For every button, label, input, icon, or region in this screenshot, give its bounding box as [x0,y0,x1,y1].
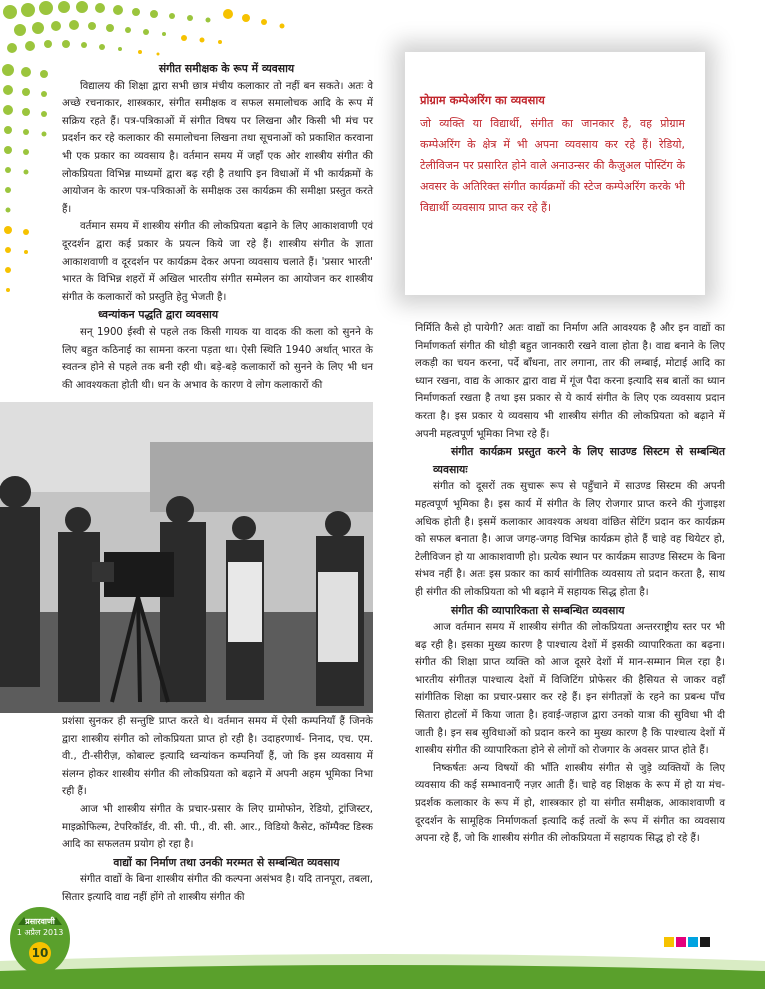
heading-sound-system: संगीत कार्यक्रम प्रस्तुत करने के लिए साउण्ड सिस्टम से सम्बन्धित व्यवसायः [433,445,725,476]
swatch-magenta [676,937,686,947]
decorative-left-dots [0,60,70,320]
sidebar-box-text: जो व्यक्ति या विद्यार्थी, संगीत का जानकार है, वह प्रोग्राम कम्पेअरिंग के क्षेत्र में भी अपना व्यवसाय कर रहे हैं। रेडियो, टेलीविजन पर प्रसारित होने वाले अनाउन्सर की कैज़ुअल पोस्टिंग के अवसर के अतिरिक्त संगीत कार्यक्रमों की स्टेज कम्पेअरिंग करके भी विद्यार्थी व्यवसाय प्राप्त कर रहे हैं। [420,117,685,214]
sidebar-box-compering [405,52,705,295]
paragraph-recording-companies: प्रशंसा सुनकर ही सन्तुष्टि प्राप्त करते थे। वर्तमान समय में ऐसी कम्पनियाँ हैं जिनके द्वारा शास्त्रीय संगीत को लोकप्रियता प्राप्त हो रही है। उदाहरणार्थ- निनाद, एच. एम. वी., टी-सीरीज़, कोबाल्ट इत्यादि ध्वन्यांकन कम्पनियाँ हैं, जो कि इस व्यवसाय में संलग्न होकर शास्त्रीय संगीत की लोकप्रियता को बढ़ाने में अपनी अहम भूमिका निभा रही हैं। [62,716,373,798]
left-column-top [62,60,373,394]
right-column [415,320,725,848]
footer-band [0,951,765,989]
paragraph-akashvani-doordarshan: वर्तमान समय में शास्त्रीय संगीत की लोकप्रियता बढ़ाने के लिए आकाशवाणी एवं दूरदर्शन द्वारा कई प्रकार के प्रयत्न किये जा रहे हैं। शास्त्रीय संगीत के ज्ञाता आकाशवाणी व दूरदर्शन पर कार्यक्रम देकर अपना व्यवसाय चलाते हैं। 'प्रसार भारती' भारत के विभिन्न शहरों में अखिल भारतीय संगीत सम्मेलन का आयोजन कर शास्त्रीय संगीत के कलाकारों को प्रस्तुति हेतु भेजती है। [62,221,373,303]
photo-recording-crew-image [0,402,373,713]
badge-background [8,905,72,977]
paragraph-media-devices: आज भी शास्त्रीय संगीत के प्रचार-प्रसार के लिए ग्रामोफोन, रेडियो, ट्रांजिस्टर, माइक्रोफिल्म, टेपरिकॉर्डर, वी. सी. पी., वी. सी. आर., विडियो कैसेट, कॉम्पैक्ट डिस्क आदि का सफलतम प्रयोग हो रहा है। [62,803,373,851]
paragraph-sound-recording: सन् 1900 ईस्वी से पहले तक किसी गायक या वादक की कला को सुनने के लिए बहुत कठिनाई का सामना करना पड़ता था। ऐसी स्थिति 1940 अर्थात् भारत के स्वतन्त्र होने से पहले तक बनी रही थी। बड़े-बड़े कलाकारों को सुनने के लिए भी धन की आवश्यकता होती थी। धन के अभाव के कारण वे लोग कलाकारों की [62,326,373,391]
paragraph-sound-system: संगीत को दूसरों तक सुचारू रूप से पहुँचाने में साउण्ड सिस्टम की अपनी महत्वपूर्ण भूमिका है। इस कार्य में संगीत के लिए रोजगार प्राप्त करने की गुंजाइश अधिक होती है। इसमें कलाकार आवश्यक अथवा वांछित सेटिंग प्रदान कर कार्यक्रम को सफल बनाता है। आज जगह-जगह विभिन्न कार्यक्रम होते हैं चाहे वह थियेटर हो, टेलीविजन हो या आकाशवाणी हो। प्रत्येक स्थान पर कार्यक्रम साउण्ड सिस्टम के बिना संभव नहीं है। अतः इस प्रकार का कार्य सांगीतिक व्यवसाय तो प्रदान करता है, साथ ही संगीत की लोकप्रियता को भी बढ़ाने में सहायक सिद्ध होता है। [415,481,725,598]
swatch-yellow [664,937,674,947]
paragraph-instrument-making: संगीत वाद्यों के बिना शास्त्रीय संगीत की कल्पना असंभव है। यदि तानपूरा, तबला, सितार इत्यादि वाद्य नहीं होंगे तो शास्त्रीय संगीत की [62,874,373,903]
page-badge [8,905,72,977]
heading-music-commercialism: संगीत की व्यापारिकता से सम्बन्धित व्यवसाय [451,603,625,617]
heading-instrument-making: वाद्यों का निर्माण तथा उनकी मरम्मत से सम्बन्धित व्यवसाय [113,855,340,869]
badge-date: 1 अप्रैल 2013 [16,928,64,937]
paragraph-music-critic: विद्यालय की शिक्षा द्वारा सभी छात्र मंचीय कलाकार तो नहीं बन सकते। अतः वे अच्छे रचनाकार, शास्त्रकार, संगीत समीक्षक व सफल समालोचक आदि के रूप में सक्रिय रहते हैं। पत्र-पत्रिकाओं में संगीत विषय पर लिखना और किसी भी मंच पर प्रदर्शन कर रहे कलाकार की समालोचना लिखना तथा सूचनाओं को प्रकाशित करवाना भी एक प्रकार का व्यवसाय है। वर्तमान समय में जहाँ एक ओर शास्त्रीय संगीत की लोकप्रियता विभिन्न माध्यमों द्वारा बढ़ रही है तथापि इन विधाओं में भी कार्यक्रमों के आयोजन के कारण पत्र-पत्रिकाओं के समीक्षक उस कार्यक्रम की समीक्षा प्रस्तुत करते हैं। [62,80,373,215]
heading-sound-recording: ध्वन्यांकन पद्धति द्वारा व्यवसाय [98,308,219,322]
paragraph-instrument-continued: निर्मिति कैसे हो पायेगी? अतः वाद्यों का निर्माण अति आवश्यक है और इन वाद्यों का निर्माणकर्ता संगीत की थोड़ी बहुत जानकारी रखने वाला होता है। वाद्य बनाने के लिए लकड़ी का चयन करना, पर्दे बाँधना, तार लगाना, तार की लम्बाई, मोटाई आदि का ध्यान रखना, वाद्य के आकार द्वारा वाद्य में गूंज पैदा करना इत्यादि सब बातों का ध्यान निर्माणकर्ता रखता है तथा इस प्रकार से ये कार्य संगीत के लिए एक व्यवसाय प्रदान करता है। इस प्रकार ये व्यवसाय भी शास्त्रीय संगीत की लोकप्रियता को बढ़ाने में अपनी महत्वपूर्ण भूमिका निभा रहे हैं। [415,323,725,440]
swatch-black [700,937,710,947]
paragraph-conclusion: निष्कर्षतः अन्य विषयों की भाँति शास्त्रीय संगीत से जुड़े व्यक्तियों के लिए व्यवसाय की कई सम्भावनाएँ नज़र आती हैं। चाहे वह शिक्षक के रूप में हो या मंच-प्रदर्शक कलाकार के रूप में हो, शास्त्रकार हो या संगीत समीक्षक, आकाशवाणी व दूरदर्शन के सामूहिक निर्माणकर्ता इत्यादि कई तत्वों के रूप में संगीत का व्यवसाय अपना रहे हैं, जो कि शास्त्रीय संगीत की लोकप्रियता में सहायक सिद्ध हो रहे हैं। [415,762,725,845]
heading-music-critic: संगीत समीक्षक के रूप में व्यवसाय [158,62,295,75]
sidebar-box-title: प्रोग्राम कम्पेअरिंग का व्यवसाय [420,93,545,107]
badge-title: प्रसारवाणी [25,917,55,926]
swatch-cyan [688,937,698,947]
left-column-bottom [62,713,373,907]
photo-recording-crew [0,402,373,713]
page-number: 10 [29,942,51,964]
color-registration-swatches [664,932,724,942]
paragraph-music-commercialism: आज वर्तमान समय में शास्त्रीय संगीत की लोकप्रियता अन्तरराष्ट्रीय स्तर पर भी बढ़ रही है। इसका मुख्य कारण है पाश्चात्य देशों में इसकी व्यापारिकता का बढ़ना। संगीत की शिक्षा प्राप्त व्यक्ति को आज दूसरे देशों में मान-सम्मान मिल रहा है। भारतीय संगीतज्ञ पाश्चात्य देशों में विजिटिंग प्रोफेसर की हैसियत से जाकर वहाँ सांगीतिक शिक्षा का प्रचार-प्रसार कर रहे हैं। इन संगीतज्ञों के रहने का प्रबन्ध पाँच सितारा होटलों में किया जाता है। हवाई-जहाज द्वारा उनको यात्रा की सुविधा भी दी जाती है। इन सब सुविधाओं को प्रदान करने का मुख्य कारण है कि पाश्चात्य देशों में शास्त्रीय संगीत की व्यापारिकता होने से लोगों को रोजगार के अवसर प्राप्त होते हैं। [415,622,725,757]
